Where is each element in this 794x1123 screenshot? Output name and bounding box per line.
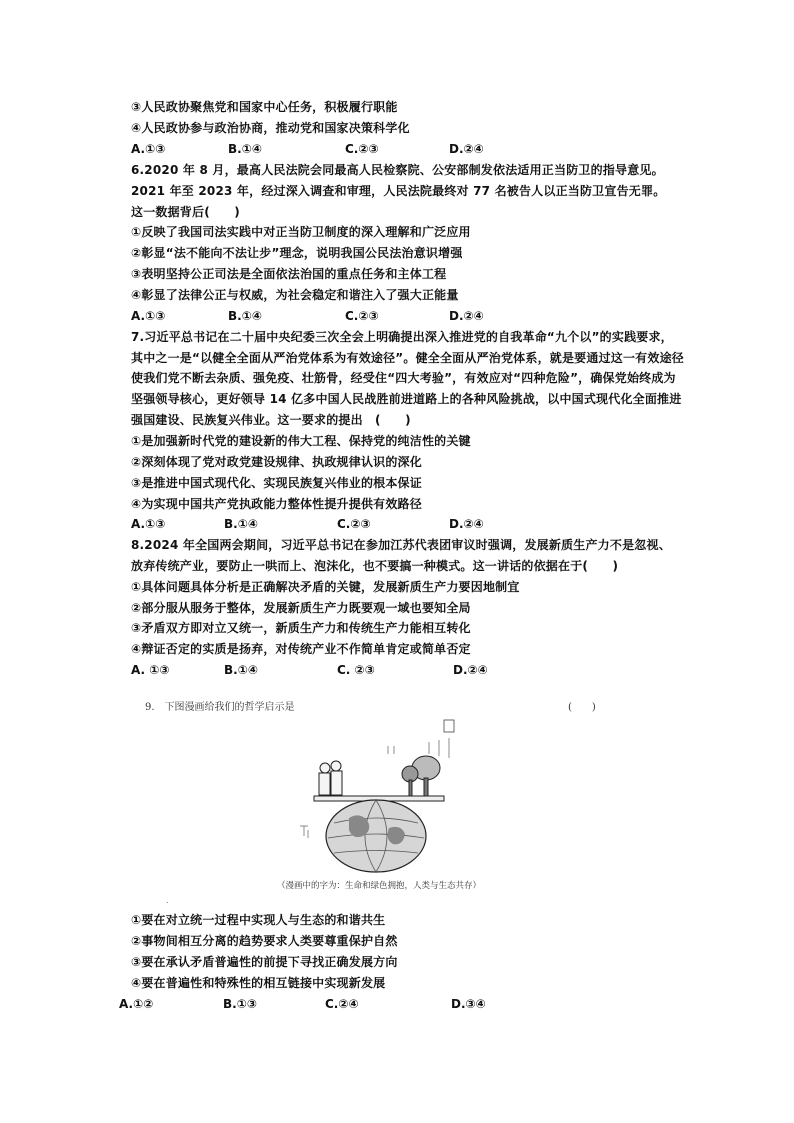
q5-option-b[interactable]: B.①④ <box>228 142 263 156</box>
cartoon-caption: （漫画中的字为：生命和绿色拥抱，人类与生态共存） <box>277 881 482 891</box>
q6-option-c[interactable]: C.②③ <box>345 309 379 323</box>
q6-stem-line-3: 这一数据背后( ) <box>131 205 240 219</box>
q9-option-a[interactable]: A.①② <box>119 997 154 1011</box>
q8-statement-1: ①具体问题具体分析是正确解决矛盾的关键，发展新质生产力要因地制宜 <box>131 580 520 594</box>
q9-option-c[interactable]: C.②④ <box>325 997 359 1011</box>
q7-statement-4: ④为实现中国共产党执政能力整体性提升提供有效路径 <box>131 497 422 511</box>
q6-stem-line-1: 6.2020 年 8 月，最高人民法院会同最高人民检察院、公安部制发依法适用正当防卫的指导意见。 <box>131 163 664 177</box>
q7-option-d[interactable]: D.②④ <box>449 517 484 531</box>
q5-statement-3: ③人民政协聚焦党和国家中心任务，积极履行职能 <box>131 100 398 114</box>
q5-option-c[interactable]: C.②③ <box>345 142 379 156</box>
q7-stem-line-4: 坚强领导核心，更好领导 14 亿多中国人民战胜前进道路上的各种风险挑战，以中国式现代化全面推进 <box>131 392 682 406</box>
q5-option-a[interactable]: A.①③ <box>131 142 166 156</box>
q7-option-b[interactable]: B.①④ <box>224 517 259 531</box>
q7-statement-2: ②深刻体现了党对政党建设规律、执政规律认识的深化 <box>131 455 422 469</box>
q9-statement-2: ②事物间相互分离的趋势要求人类要尊重保护自然 <box>131 934 398 948</box>
q9-option-d[interactable]: D.③④ <box>451 997 486 1011</box>
q9-statement-3: ③要在承认矛盾普遍性的前提下寻找正确发展方向 <box>131 955 398 969</box>
tree-figure <box>402 756 440 796</box>
q8-option-b[interactable]: B.①④ <box>224 663 259 677</box>
q7-stem-line-3: 使我们党不断去杂质、强免疫、壮筋骨，经受住“四大考验”，有效应对“四种危险”，确保党始终成为 <box>131 371 676 385</box>
q7-option-c[interactable]: C.②③ <box>337 517 371 531</box>
q8-statement-2: ②部分服从服务于整体，发展新质生产力既要观一域也要知全局 <box>131 601 471 615</box>
q6-option-b[interactable]: B.①④ <box>228 309 263 323</box>
q6-statement-4: ④彰显了法律公正与权威，为社会稳定和谐注入了强大正能量 <box>131 288 459 302</box>
cartoon-illustration <box>294 718 464 878</box>
cartoon-handwriting <box>388 738 449 758</box>
q8-statement-4: ④辩证否定的实质是扬弃，对传统产业不作简单肯定或简单否定 <box>131 642 471 656</box>
q8-stem-line-2: 放弃传统产业，要防止一哄而上、泡沫化，也不要搞一种模式。这一讲话的依据在于( ) <box>131 559 619 573</box>
q8-statement-3: ③矛盾双方即对立又统一，新质生产力和传统生产力能相互转化 <box>131 621 471 635</box>
q6-statement-2: ②彰显“法不能向不法让步”理念，说明我国公民法治意识增强 <box>131 246 463 260</box>
q6-statement-1: ①反映了我国司法实践中对正当防卫制度的深入理解和广泛应用 <box>131 225 471 239</box>
q9-answer-paren: ( ) <box>568 702 596 713</box>
q7-option-a[interactable]: A.①③ <box>131 517 166 531</box>
globe-figure <box>326 800 426 872</box>
q8-option-c[interactable]: C. ②③ <box>337 663 375 677</box>
q8-option-d[interactable]: D.②④ <box>453 663 488 677</box>
q7-stem-line-2: 其中之一是“以健全全面从严治党体系为有效途径”。健全全面从严治党体系，就是要通过这一有效途径 <box>131 351 684 365</box>
q7-stem-line-5: 强国建设、民族复兴伟业。这一要求的提出 ( ) <box>131 413 411 427</box>
signature-mark <box>300 826 308 838</box>
q6-stem-line-2: 2021 年至 2023 年，经过深入调查和审理，人民法院最终对 77 名被告人以正当防卫宣告无罪。 <box>131 184 666 198</box>
q8-stem-line-1: 8.2024 年全国两会期间，习近平总书记在参加江苏代表团审议时强调，发展新质生产力不是忽视、 <box>131 538 671 552</box>
q9-stem: 9. 下图漫画给我们的哲学启示是 <box>145 702 295 713</box>
q6-statement-3: ③表明坚持公正司法是全面依法治国的重点任务和主体工程 <box>131 267 447 281</box>
q5-option-d[interactable]: D.②④ <box>449 142 484 156</box>
q9-statement-4: ④要在普遍性和特殊性的相互链接中实现新发展 <box>131 976 386 990</box>
q9-option-b[interactable]: B.①③ <box>223 997 258 1011</box>
q5-statement-4: ④人民政协参与政治协商，推动党和国家决策科学化 <box>131 121 410 135</box>
q7-statement-1: ①是加强新时代党的建设新的伟大工程、保持党的纯洁性的关键 <box>131 434 471 448</box>
q9-statement-1: ①要在对立统一过程中实现人与生态的和谐共生 <box>131 913 386 927</box>
q6-option-d[interactable]: D.②④ <box>449 309 484 323</box>
stray-dot: . <box>166 896 169 905</box>
q8-option-a[interactable]: A. ①③ <box>131 663 170 677</box>
stamp-mark <box>444 720 454 732</box>
q7-statement-3: ③是推进中国式现代化、实现民族复兴伟业的根本保证 <box>131 476 422 490</box>
people-figure <box>319 761 342 795</box>
q7-stem-line-1: 7.习近平总书记在二十届中央纪委三次全会上明确提出深入推进党的自我革命“九个以”的实践要求， <box>131 330 673 344</box>
q6-option-a[interactable]: A.①③ <box>131 309 166 323</box>
